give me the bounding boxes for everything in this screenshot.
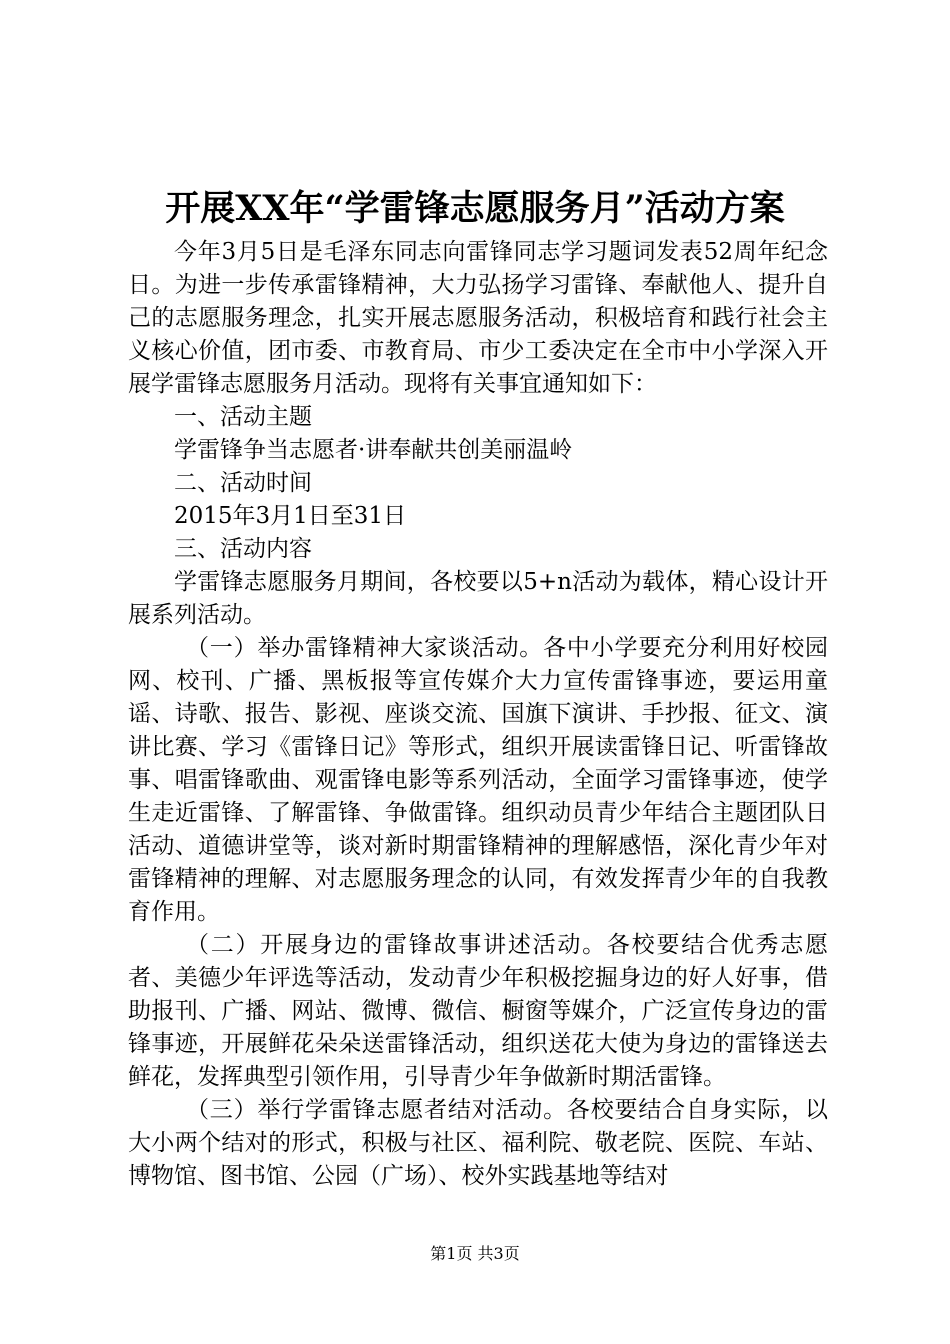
content-item-2: （二）开展身边的雷锋故事讲述活动。各校要结合优秀志愿者、美德少年评选等活动，发动青少年积极挖掘身边的好人好事，借助报刊、广播、网站、微博、微信、橱窗等媒介，广泛宣传身边的雷锋事迹，开展鲜花朵朵送雷锋活动，组织送花大使为身边的雷锋送去鲜花，发挥典型引领作用，引导青少年争做新时期活雷锋。 <box>128 932 828 1090</box>
section-heading-theme: 一、活动主题 <box>174 404 312 430</box>
content-item-3: （三）举行学雷锋志愿者结对活动。各校要结合自身实际，以大小两个结对的形式，积极与社区、福利院、敬老院、医院、车站、博物馆、图书馆、公园（广场）、校外实践基地等结对 <box>128 1097 828 1189</box>
document-body <box>128 236 828 1193</box>
intro-paragraph: 今年3月5日是毛泽东同志向雷锋同志学习题词发表52周年纪念日。为进一步传承雷锋精神，大力弘扬学习雷锋、奉献他人、提升自己的志愿服务理念，扎实开展志愿服务活动，积极培育和践行社会主义核心价值，团市委、市教育局、市少工委决定在全市中小学深入开展学雷锋志愿服务月活动。现将有关事宜通知如下： <box>128 239 828 397</box>
time-text: 2015年3月1日至31日 <box>174 503 407 529</box>
theme-text: 学雷锋争当志愿者·讲奉献共创美丽温岭 <box>174 437 573 463</box>
section-heading-time: 二、活动时间 <box>174 470 312 496</box>
page-footer: 第1页 共3页 <box>430 1244 520 1263</box>
content-intro-paragraph: 学雷锋志愿服务月期间，各校要以5+n活动为载体，精心设计开展系列活动。 <box>128 569 828 628</box>
document-title: 开展XX年“学雷锋志愿服务月”活动方案 <box>165 188 785 229</box>
content-item-1: （一）举办雷锋精神大家谈活动。各中小学要充分利用好校园网、校刊、广播、黑板报等宣传媒介大力宣传雷锋事迹，要运用童谣、诗歌、报告、影视、座谈交流、国旗下演讲、手抄报、征文、演讲比赛、学习《雷锋日记》等形式，组织开展读雷锋日记、听雷锋故事、唱雷锋歌曲、观雷锋电影等系列活动，全面学习雷锋事迹，使学生走近雷锋、了解雷锋、争做雷锋。组织动员青少年结合主题团队日活动、道德讲堂等，谈对新时期雷锋精神的理解感悟，深化青少年对雷锋精神的理解、对志愿服务理念的认同，有效发挥青少年的自我教育作用。 <box>128 635 828 925</box>
section-heading-content: 三、活动内容 <box>174 536 312 562</box>
